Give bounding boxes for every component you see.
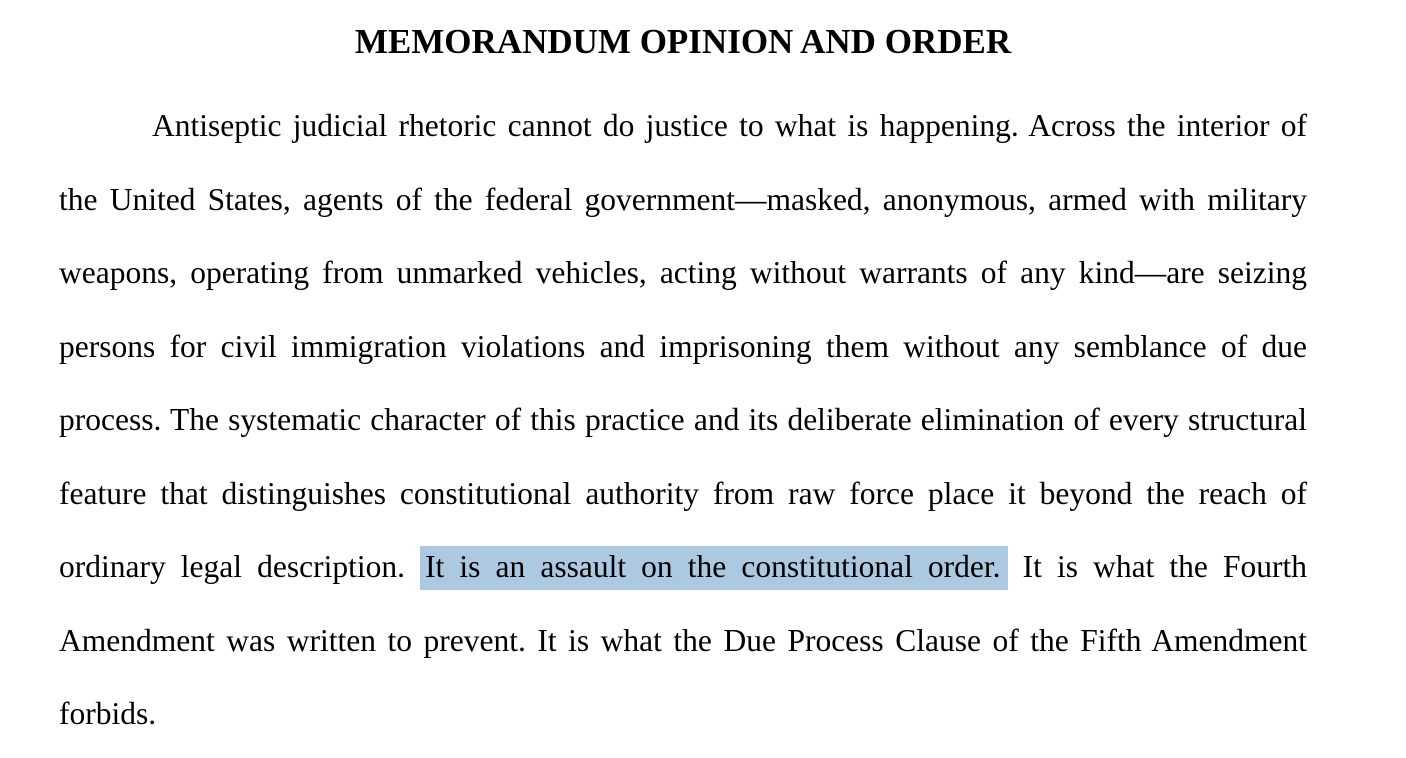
paragraph-line-7-pre: ordinary legal description. <box>59 549 421 584</box>
paragraph-line-7 <box>59 530 1307 604</box>
paragraph-line-4: persons for civil immigration violations and imprisoning them without any semblance of due <box>59 328 1307 364</box>
highlighted-text: It is an assault on the constitutional order. <box>420 546 1007 590</box>
paragraph-line-2: the United States, agents of the federal government—masked, anonymous, armed with military <box>59 181 1307 217</box>
paragraph-line-6: feature that distinguishes constitutional authority from raw force place it beyond the reach of <box>59 475 1307 511</box>
paragraph-line-7-post: It is what the Fourth <box>1007 549 1307 584</box>
paragraph-line-1: Antiseptic judicial rhetoric cannot do justice to what is happening. Across the interior of <box>152 108 1307 143</box>
opinion-paragraph <box>59 89 1307 751</box>
document-title: MEMORANDUM OPINION AND ORDER <box>354 22 1012 61</box>
paragraph-line-8: Amendment was written to prevent. It is what the Due Process Clause of the Fifth Amendment <box>59 622 1307 658</box>
paragraph-line-9: forbids. <box>59 696 157 731</box>
paragraph-line-3: weapons, operating from unmarked vehicles, acting without warrants of any kind—are seizing <box>59 255 1307 290</box>
paragraph-line-5: process. The systematic character of this practice and its deliberate elimination of every structural <box>59 402 1307 437</box>
